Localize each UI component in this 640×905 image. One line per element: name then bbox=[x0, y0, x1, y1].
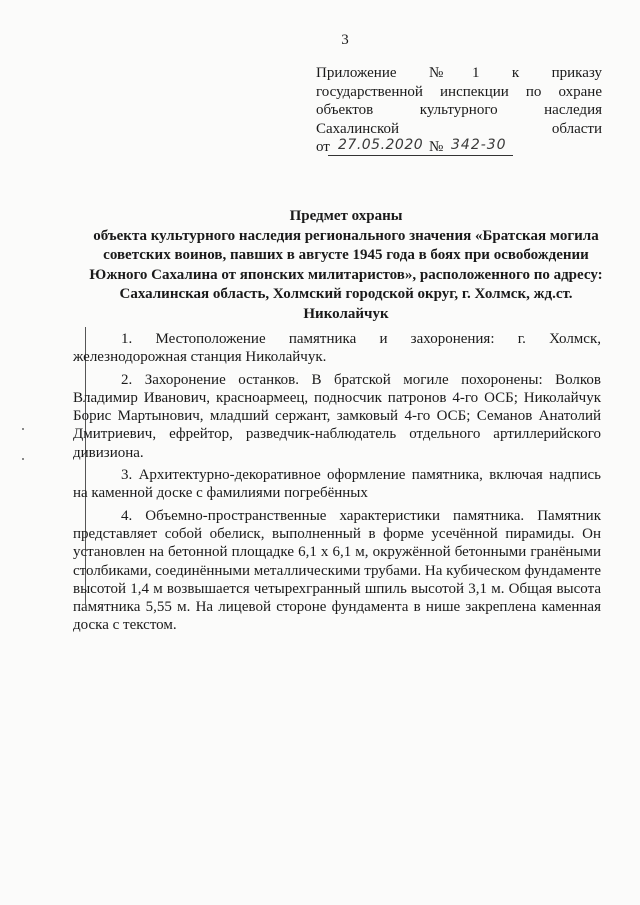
heading-subtitle: объекта культурного наследия регионального значения «Братская могила советских воинов, павших в августе 1945 года в боях при освобождении Южного Сахалина от японских милитаристов», расположенного по адресу: Сахалинская область, Холмский городской округ, г. Холмск, жд.ст. Николайчук bbox=[89, 227, 603, 322]
order-reference bbox=[316, 138, 602, 158]
order-date-handwritten: 27.05.2020 bbox=[338, 137, 424, 154]
order-underline bbox=[328, 155, 513, 156]
appendix-line-1: Приложение №1 к приказу bbox=[316, 65, 602, 81]
order-number-handwritten: 342-30 bbox=[451, 137, 507, 154]
scan-dot bbox=[22, 458, 24, 460]
order-prefix: от bbox=[316, 139, 330, 156]
appendix-line-4: Сахалинской области bbox=[316, 120, 602, 137]
heading-title: Предмет охраны bbox=[289, 208, 403, 224]
appendix-line-2: государственной инспекции по охране bbox=[316, 83, 602, 100]
document-heading bbox=[86, 207, 606, 325]
page-number: 3 bbox=[341, 32, 349, 48]
appendix-header bbox=[316, 64, 602, 158]
appendix-line-3: объектов культурного наследия bbox=[316, 102, 602, 119]
paragraph-burial: 2. Захоронение останков. В братской могиле похоронены: Волков Владимир Иванович, красноармеец, подносчик патронов 4-го ОСБ; Николайчук Борис Мартынович, младший сержант, замковый 4-го ОСБ; Семанов Анатолий Дмитриевич, ефрейтор, разведчик-наблюдатель отдельного артиллерийского дивизиона. bbox=[73, 371, 601, 461]
paragraph-decoration: 3. Архитектурно-декоративное оформление памятника, включая надпись на каменной доске с фамилиями погребённых bbox=[73, 467, 601, 502]
scan-dot bbox=[22, 428, 24, 430]
document-body bbox=[73, 330, 601, 635]
paragraph-location: 1. Местоположение памятника и захоронения: г. Холмск, железнодорожная станция Николайчук. bbox=[73, 331, 601, 366]
paragraph-spatial: 4. Объемно-пространственные характеристики памятника. Памятник представляет собой обелиск, выполненный в форме усечённой пирамиды. Он установлен на бетонной площадке 6,1 х 6,1 м, окружённой бетонными гранёными столбиками, соединёнными металлическими трубами. На кубическом фундаменте высотой 1,4 м возвышается четырехгранный шпиль высотой 3,1 м. Общая высота памятника 5,55 м. На лицевой стороне фундамента в нише закреплена каменная доска с текстом. bbox=[73, 507, 601, 634]
order-number-label: № bbox=[429, 139, 444, 156]
